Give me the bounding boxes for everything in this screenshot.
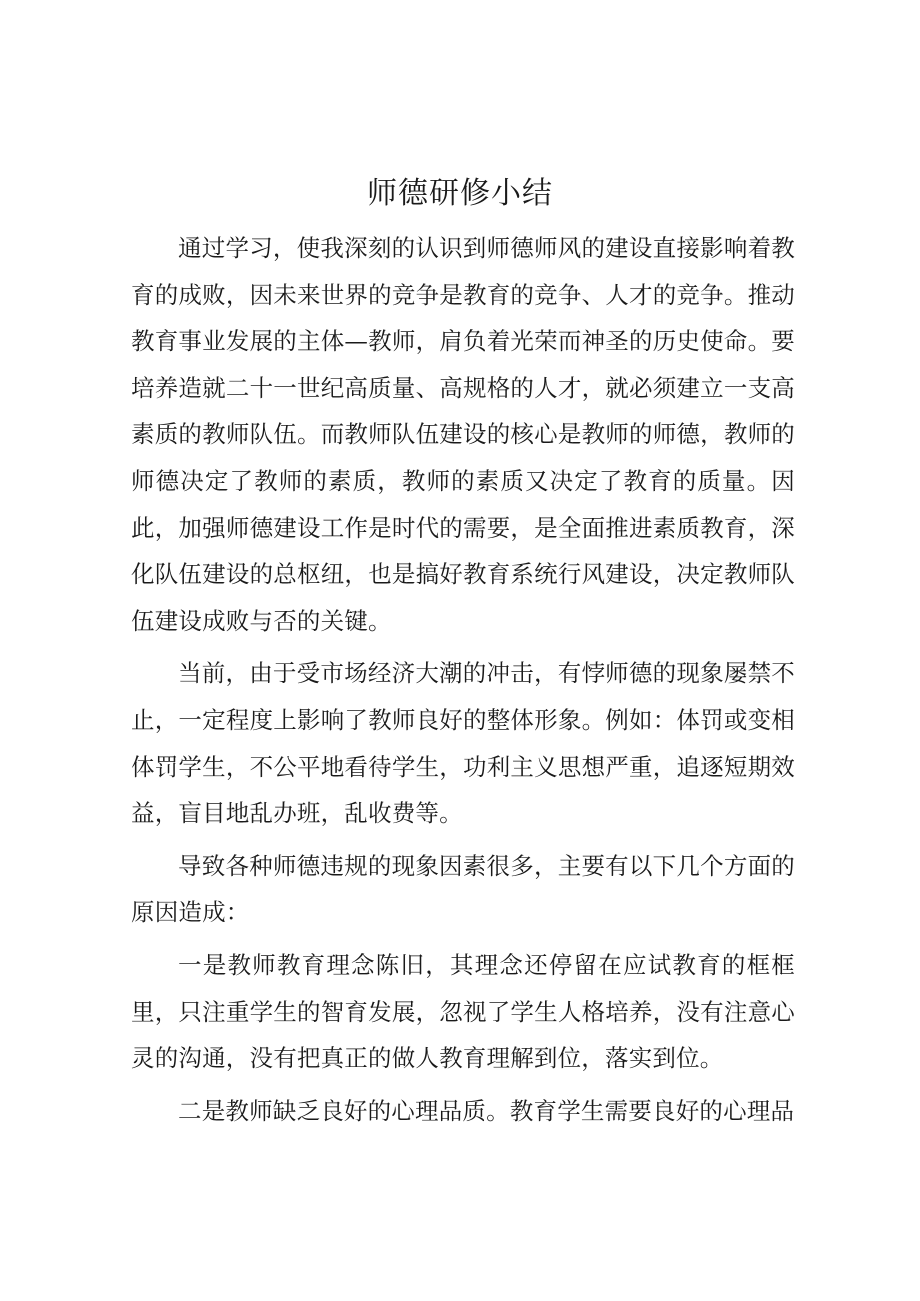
- document-title: 师德研修小结: [367, 176, 553, 211]
- document-body: [131, 225, 795, 1140]
- paragraph-4: 一是教师教育理念陈旧，其理念还停留在应试教育的框框里，只注重学生的智育发展，忽视了学生人格培养，没有注意心灵的沟通，没有把真正的做人教育理解到位，落实到位。: [131, 950, 795, 1073]
- paragraph-1: 通过学习，使我深刻的认识到师德师风的建设直接影响着教育的成败，因未来世界的竞争是教育的竞争、人才的竞争。推动教育事业发展的主体—教师，肩负着光荣而神圣的历史使命。要培养造就二十一世纪高质量、高规格的人才，就必须建立一支高素质的教师队伍。而教师队伍建设的核心是教师的师德，教师的师德决定了教师的素质，教师的素质又决定了教育的质量。因此，加强师德建设工作是时代的需要，是全面推进素质教育，深化队伍建设的总枢纽，也是搞好教育系统行风建设，决定教师队伍建设成败与否的关键。: [131, 234, 795, 635]
- paragraph-5: 二是教师缺乏良好的心理品质。教育学生需要良好的心理品: [178, 1096, 795, 1125]
- paragraph-3: 导致各种师德违规的现象因素很多，主要有以下几个方面的原因造成：: [131, 851, 795, 927]
- paragraph-2: 当前，由于受市场经济大潮的冲击，有悖师德的现象屡禁不止，一定程度上影响了教师良好的整体形象。例如：体罚或变相体罚学生，不公平地看待学生，功利主义思想严重，追逐短期效益，盲目地乱办班，乱收费等。: [131, 659, 795, 828]
